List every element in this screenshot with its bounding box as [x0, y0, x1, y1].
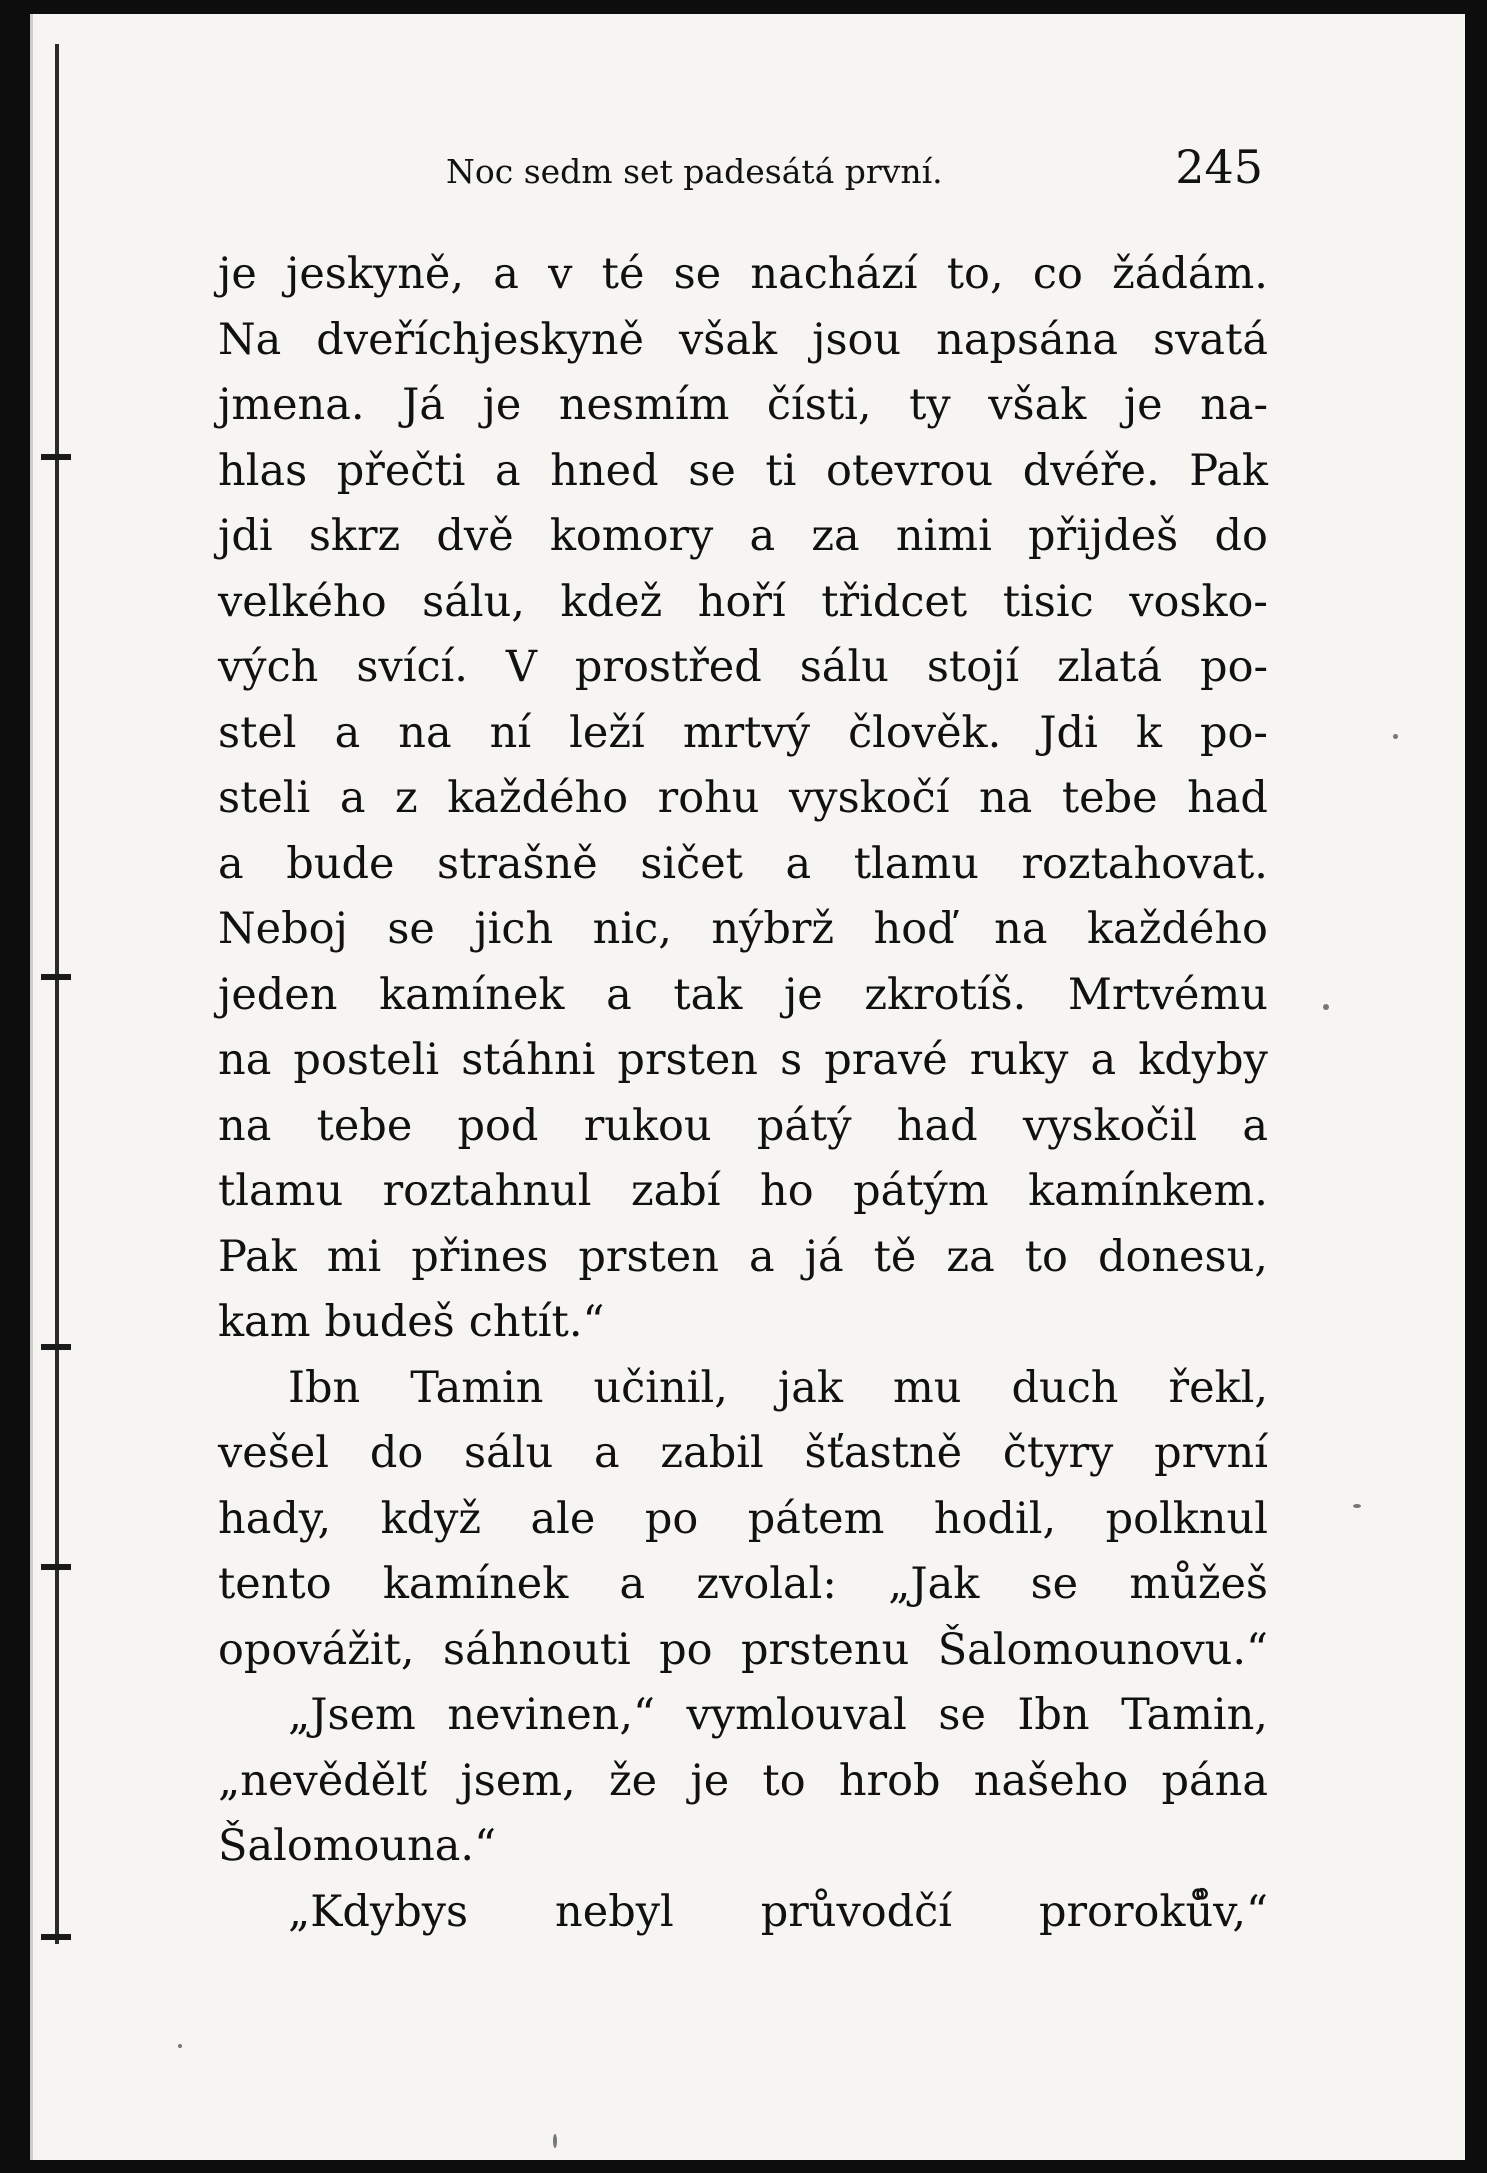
word: sáhnouti: [443, 1624, 631, 1675]
word: Pak: [1189, 445, 1268, 496]
word: po-: [1200, 707, 1268, 758]
word: a: [339, 773, 366, 823]
word: posteli: [293, 1035, 440, 1085]
word: tlamu: [853, 838, 979, 889]
word: do: [1214, 511, 1268, 561]
word: s: [780, 1035, 803, 1085]
word: Já: [402, 380, 445, 430]
binding-mark: [41, 974, 71, 980]
word: pod: [457, 1100, 539, 1151]
word: jdi: [218, 511, 273, 561]
binding-edge: [55, 44, 59, 1944]
word: pravé: [824, 1035, 948, 1085]
word: sálu: [464, 1428, 554, 1478]
paper-sheet: [30, 14, 1465, 2160]
binding-mark: [41, 1344, 71, 1350]
word: mu: [892, 1362, 962, 1413]
word: roztahovat.: [1021, 838, 1268, 889]
word: přečti: [336, 445, 466, 496]
word: tebe: [316, 1100, 413, 1151]
word: vosko-: [1129, 576, 1268, 627]
word: velkého: [218, 576, 387, 627]
text-line: [218, 570, 1268, 636]
word: hoří: [697, 576, 786, 627]
word: v: [548, 249, 573, 299]
word: na-: [1200, 380, 1268, 430]
word: ty: [909, 380, 951, 430]
word: jich: [474, 904, 554, 954]
word: bude: [286, 838, 395, 889]
word: a: [334, 707, 361, 758]
body-text: [218, 242, 1268, 1945]
text-line: [218, 963, 1268, 1029]
text-line: [218, 1880, 1268, 1946]
word: prsten: [617, 1035, 758, 1085]
word: polknul: [1105, 1493, 1268, 1544]
word: Šalomounovu.“: [937, 1624, 1268, 1675]
word: třidcet: [821, 576, 968, 627]
word: nebyl: [555, 1886, 674, 1937]
word: když: [380, 1493, 482, 1544]
word: skrz: [308, 511, 401, 561]
word: do: [369, 1428, 424, 1478]
word: co: [1032, 249, 1083, 299]
word: a: [1090, 1035, 1117, 1085]
word: proroků̊v,“: [1038, 1886, 1268, 1937]
word: je: [783, 969, 823, 1020]
text-line: [218, 1683, 1268, 1749]
word: kdyby: [1138, 1035, 1268, 1085]
text-line: [218, 504, 1268, 570]
word: prstenu: [741, 1624, 910, 1675]
word: to: [1024, 1231, 1068, 1282]
word: hned: [550, 445, 659, 496]
word: a: [1242, 1100, 1268, 1151]
text-line: [218, 1290, 1268, 1356]
word: napsána: [936, 314, 1119, 365]
word: leží: [569, 707, 645, 758]
word: jsem,: [460, 1755, 576, 1806]
word: tisic: [1002, 576, 1094, 627]
word: „nevědělť: [218, 1755, 428, 1806]
word: se: [673, 249, 722, 299]
word: tebe: [1061, 773, 1158, 823]
word: strašně: [437, 838, 598, 889]
word: Jdi: [1039, 707, 1098, 758]
word: Tamin: [410, 1362, 544, 1413]
word: zkrotíš.: [864, 969, 1027, 1020]
word: hady,: [218, 1493, 332, 1544]
word: však: [679, 314, 778, 365]
word: V: [505, 642, 537, 692]
word: budeš: [324, 1297, 455, 1347]
word: Neboj: [218, 904, 348, 954]
word: na: [218, 1100, 272, 1151]
word: a: [749, 511, 776, 561]
word: dvéře.: [1022, 445, 1160, 496]
word: jeskyně,: [286, 249, 465, 299]
word: ní: [489, 707, 532, 758]
word: na: [978, 773, 1033, 823]
word: a: [748, 1231, 775, 1282]
word: tlamu: [218, 1166, 344, 1216]
word: kam: [218, 1297, 311, 1347]
word: se: [938, 1690, 986, 1740]
text-line: [218, 1749, 1268, 1815]
text-line: [218, 1618, 1268, 1684]
word: se: [688, 445, 736, 496]
text-line: [218, 1225, 1268, 1291]
word: otevrou: [826, 445, 994, 496]
text-line: [218, 701, 1268, 767]
word: jak: [777, 1362, 843, 1413]
word: had: [1187, 773, 1268, 823]
word: jmena.: [218, 380, 365, 430]
word: svící.: [356, 642, 468, 692]
paper-speck: [1323, 1004, 1329, 1010]
word: nachází: [750, 249, 918, 299]
word: řekl,: [1168, 1362, 1268, 1413]
word: nevinen,“: [447, 1690, 655, 1740]
text-line: [218, 1159, 1268, 1225]
word: po: [644, 1493, 699, 1544]
word: jeden: [218, 969, 338, 1020]
word: had: [896, 1100, 978, 1151]
paper-speck: [178, 2044, 182, 2048]
word: opovážit,: [218, 1624, 415, 1675]
word: nesmím: [558, 380, 730, 430]
word: to,: [946, 249, 1004, 299]
word: po-: [1200, 642, 1268, 692]
word: pána: [1161, 1755, 1268, 1806]
word: prsten: [578, 1231, 719, 1282]
word: a: [593, 1428, 620, 1478]
word: rukou: [583, 1100, 712, 1151]
word: Pak: [218, 1231, 297, 1282]
word: mrtvý: [682, 707, 811, 758]
word: ho: [760, 1166, 814, 1216]
word: ti: [765, 445, 797, 496]
word: nimi: [895, 511, 992, 561]
word: se: [387, 904, 435, 954]
text-line: [218, 832, 1268, 898]
word: Mrtvému: [1067, 969, 1268, 1020]
text-line: [218, 1094, 1268, 1160]
word: učinil,: [593, 1362, 728, 1413]
word: a: [606, 969, 632, 1020]
word: jsou: [812, 314, 902, 365]
word: hodil,: [933, 1493, 1057, 1544]
word: kamínek: [379, 969, 565, 1020]
word: svatá: [1153, 314, 1268, 365]
word: za: [811, 511, 860, 561]
word: vyskočil: [1022, 1100, 1198, 1151]
word: ale: [530, 1493, 596, 1544]
word: že: [609, 1755, 658, 1806]
word: kamínkem.: [1028, 1166, 1268, 1216]
word: je: [1123, 380, 1163, 430]
word: kamínek: [382, 1559, 569, 1609]
word: „Jak: [888, 1559, 980, 1609]
word: prostřed: [574, 642, 762, 692]
word: na: [218, 1035, 272, 1085]
word: a: [493, 249, 519, 299]
word: nic,: [592, 904, 672, 954]
word: vymlouval: [686, 1690, 907, 1740]
word: hrob: [838, 1755, 941, 1806]
word: chtít.“: [468, 1297, 605, 1347]
word: Na: [218, 314, 282, 365]
word: rohu: [657, 773, 760, 823]
word: hoď: [873, 904, 955, 954]
word: sálu,: [422, 576, 525, 627]
word: zabí: [630, 1166, 721, 1216]
word: Ibn: [288, 1362, 361, 1413]
word: se: [1030, 1559, 1079, 1609]
word: zlatá: [1057, 642, 1163, 692]
word: čtyry: [1002, 1428, 1114, 1478]
word: šťastně: [804, 1428, 963, 1478]
word: duch: [1011, 1362, 1119, 1413]
word: na: [398, 707, 452, 758]
word: a: [785, 838, 812, 889]
paper-speck: [1353, 1504, 1361, 1508]
word: komory: [549, 511, 714, 561]
word: dvě: [436, 511, 514, 561]
word: Šalomouna.“: [218, 1821, 497, 1871]
word: a: [619, 1559, 646, 1609]
word: já: [804, 1231, 844, 1282]
word: té: [601, 249, 645, 299]
word: přijdeš: [1028, 511, 1179, 561]
word: na: [994, 904, 1048, 954]
word: sálu: [799, 642, 889, 692]
word: však: [988, 380, 1087, 430]
word: průvodčí: [760, 1886, 953, 1937]
word: čísti,: [766, 380, 872, 430]
word: hlas: [218, 445, 308, 496]
word: našeho: [973, 1755, 1129, 1806]
word: z: [395, 773, 418, 823]
binding-mark: [41, 1564, 71, 1570]
word: kdež: [560, 576, 663, 627]
word: zvolal:: [696, 1559, 837, 1609]
word: po: [659, 1624, 713, 1675]
word: dveříchjeskyně: [316, 314, 644, 365]
text-line: [218, 1487, 1268, 1553]
word: přines: [411, 1231, 549, 1282]
text-line: [218, 1814, 1268, 1880]
running-head: [213, 140, 1263, 200]
text-line: [218, 1552, 1268, 1618]
word: a: [495, 445, 521, 496]
text-line: [218, 635, 1268, 701]
page-number: 245: [1175, 140, 1263, 194]
text-line: [218, 766, 1268, 832]
word: k: [1135, 707, 1162, 758]
word: „Jsem: [288, 1690, 416, 1740]
word: tě: [873, 1231, 917, 1282]
word: sičet: [640, 838, 743, 889]
word: pátem: [747, 1493, 885, 1544]
text-line: [218, 1421, 1268, 1487]
word: a: [218, 838, 244, 889]
word: vešel: [218, 1428, 330, 1478]
binding-mark: [41, 1934, 71, 1940]
word: tento: [218, 1559, 332, 1609]
word: vyskočí: [789, 773, 950, 823]
text-line: [218, 373, 1268, 439]
word: můžeš: [1129, 1559, 1268, 1609]
word: stel: [218, 707, 297, 758]
word: steli: [218, 773, 311, 823]
paper-speck: [553, 2134, 557, 2148]
word: je: [690, 1755, 730, 1806]
text-line: [218, 242, 1268, 308]
word: vých: [218, 642, 319, 692]
text-line: [218, 1356, 1268, 1422]
word: mi: [326, 1231, 382, 1282]
word: člověk.: [848, 707, 1002, 758]
word: pátým: [853, 1166, 989, 1216]
word: je: [482, 380, 522, 430]
word: nýbrž: [711, 904, 835, 954]
word: první: [1154, 1428, 1268, 1478]
word: roztahnul: [382, 1166, 592, 1216]
word: ruky: [969, 1035, 1069, 1085]
word: za: [946, 1231, 995, 1282]
word: Ibn: [1017, 1690, 1090, 1740]
text-line: [218, 308, 1268, 374]
binding-mark: [41, 454, 71, 460]
word: každého: [447, 773, 629, 823]
word: tak: [673, 969, 743, 1020]
word: stojí: [926, 642, 1020, 692]
word: žádám.: [1112, 249, 1268, 299]
word: každého: [1087, 904, 1268, 954]
word: je: [218, 249, 257, 299]
word: to: [762, 1755, 806, 1806]
word: donesu,: [1097, 1231, 1268, 1282]
paper-speck: [1393, 734, 1398, 739]
text-line: [218, 897, 1268, 963]
word: „Kdybys: [288, 1886, 469, 1937]
word: pátý: [756, 1100, 852, 1151]
word: Tamin,: [1121, 1690, 1268, 1740]
word: zabil: [660, 1428, 764, 1478]
text-line: [218, 439, 1268, 505]
word: stáhni: [461, 1035, 596, 1085]
running-title: Noc sedm set padesátá první.: [446, 152, 943, 191]
text-line: [218, 1028, 1268, 1094]
